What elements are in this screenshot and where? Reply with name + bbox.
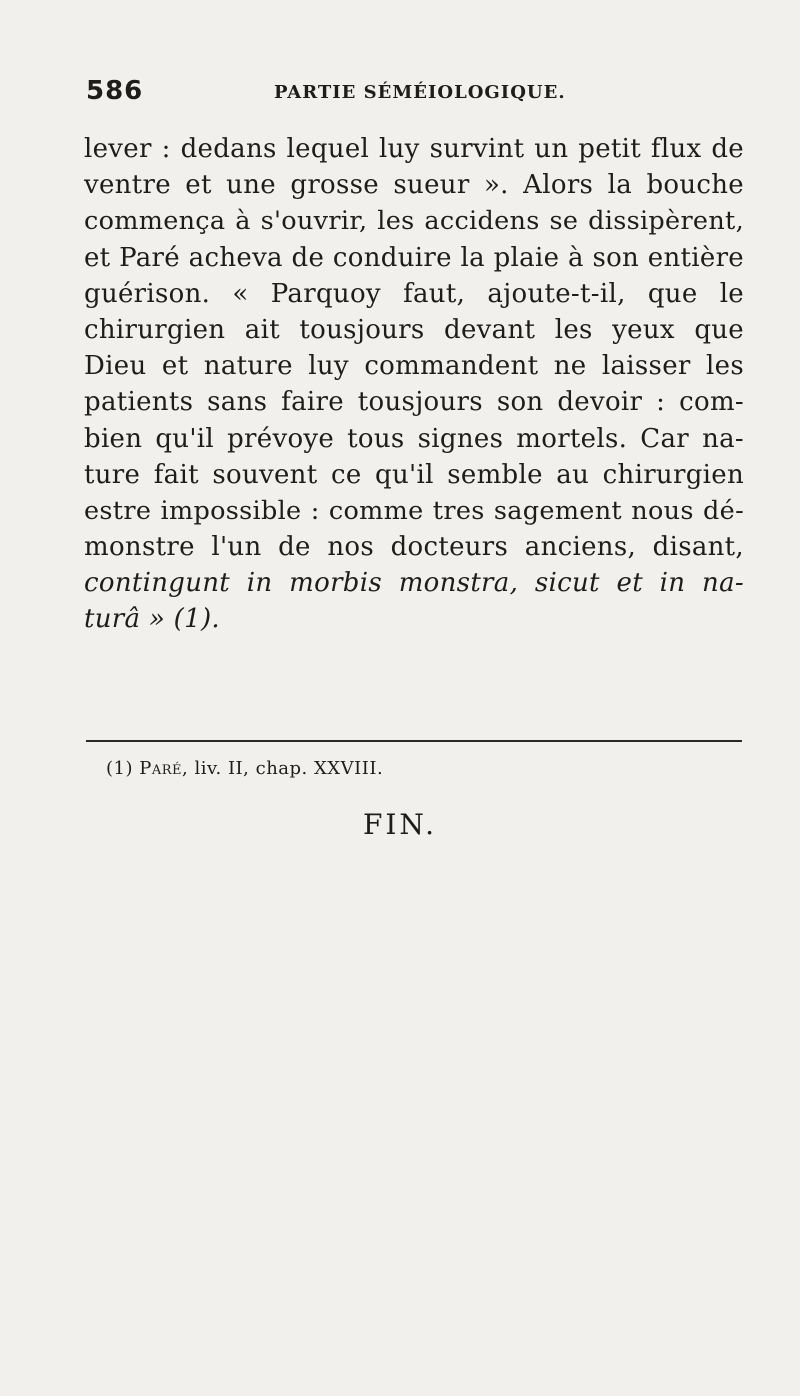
latin-quote-line: contingunt in morbis monstra, sicut et in na- [84, 568, 744, 599]
running-head: PARTIE SÉMÉIOLOGIQUE. [274, 82, 566, 103]
text-line: et Paré acheva de conduire la plaie à son entière [84, 242, 744, 273]
footnote-divider [86, 740, 742, 742]
page-header [86, 76, 706, 116]
end-mark: FIN. [362, 808, 438, 841]
text-line: commença à s'ouvrir, les accidens se dissipèrent, [84, 206, 744, 237]
text-line: guérison. « Parquoy faut, ajoute-t-il, que le [84, 278, 744, 309]
text-line: Dieu et nature luy commandent ne laisser les [84, 351, 744, 382]
footnote [106, 758, 383, 779]
text-line: ventre et une grosse sueur ». Alors la bouche [84, 170, 744, 201]
footnote-author: Paré [139, 758, 183, 779]
text-line: patients sans faire tousjours son devoir : com- [84, 387, 744, 418]
text-line: lever : dedans lequel luy survint un petit flux de [84, 134, 744, 164]
text-line: estre impossible : comme tres sagement nous dé- [84, 495, 744, 526]
latin-quote-line: turâ » (1). [84, 604, 220, 635]
footnote-reference: , liv. II, chap. XXVIII. [182, 758, 384, 779]
text-line: bien qu'il prévoye tous signes mortels. Car na- [84, 423, 744, 454]
footnote-marker: (1) [106, 758, 133, 779]
body-text [84, 131, 744, 638]
text-line: chirurgien ait tousjours devant les yeux que [84, 314, 744, 345]
text-line: ture fait souvent ce qu'il semble au chirurgien [84, 459, 744, 490]
text-line: monstre l'un de nos docteurs anciens, disant, [84, 532, 744, 563]
page-number: 586 [86, 76, 144, 106]
